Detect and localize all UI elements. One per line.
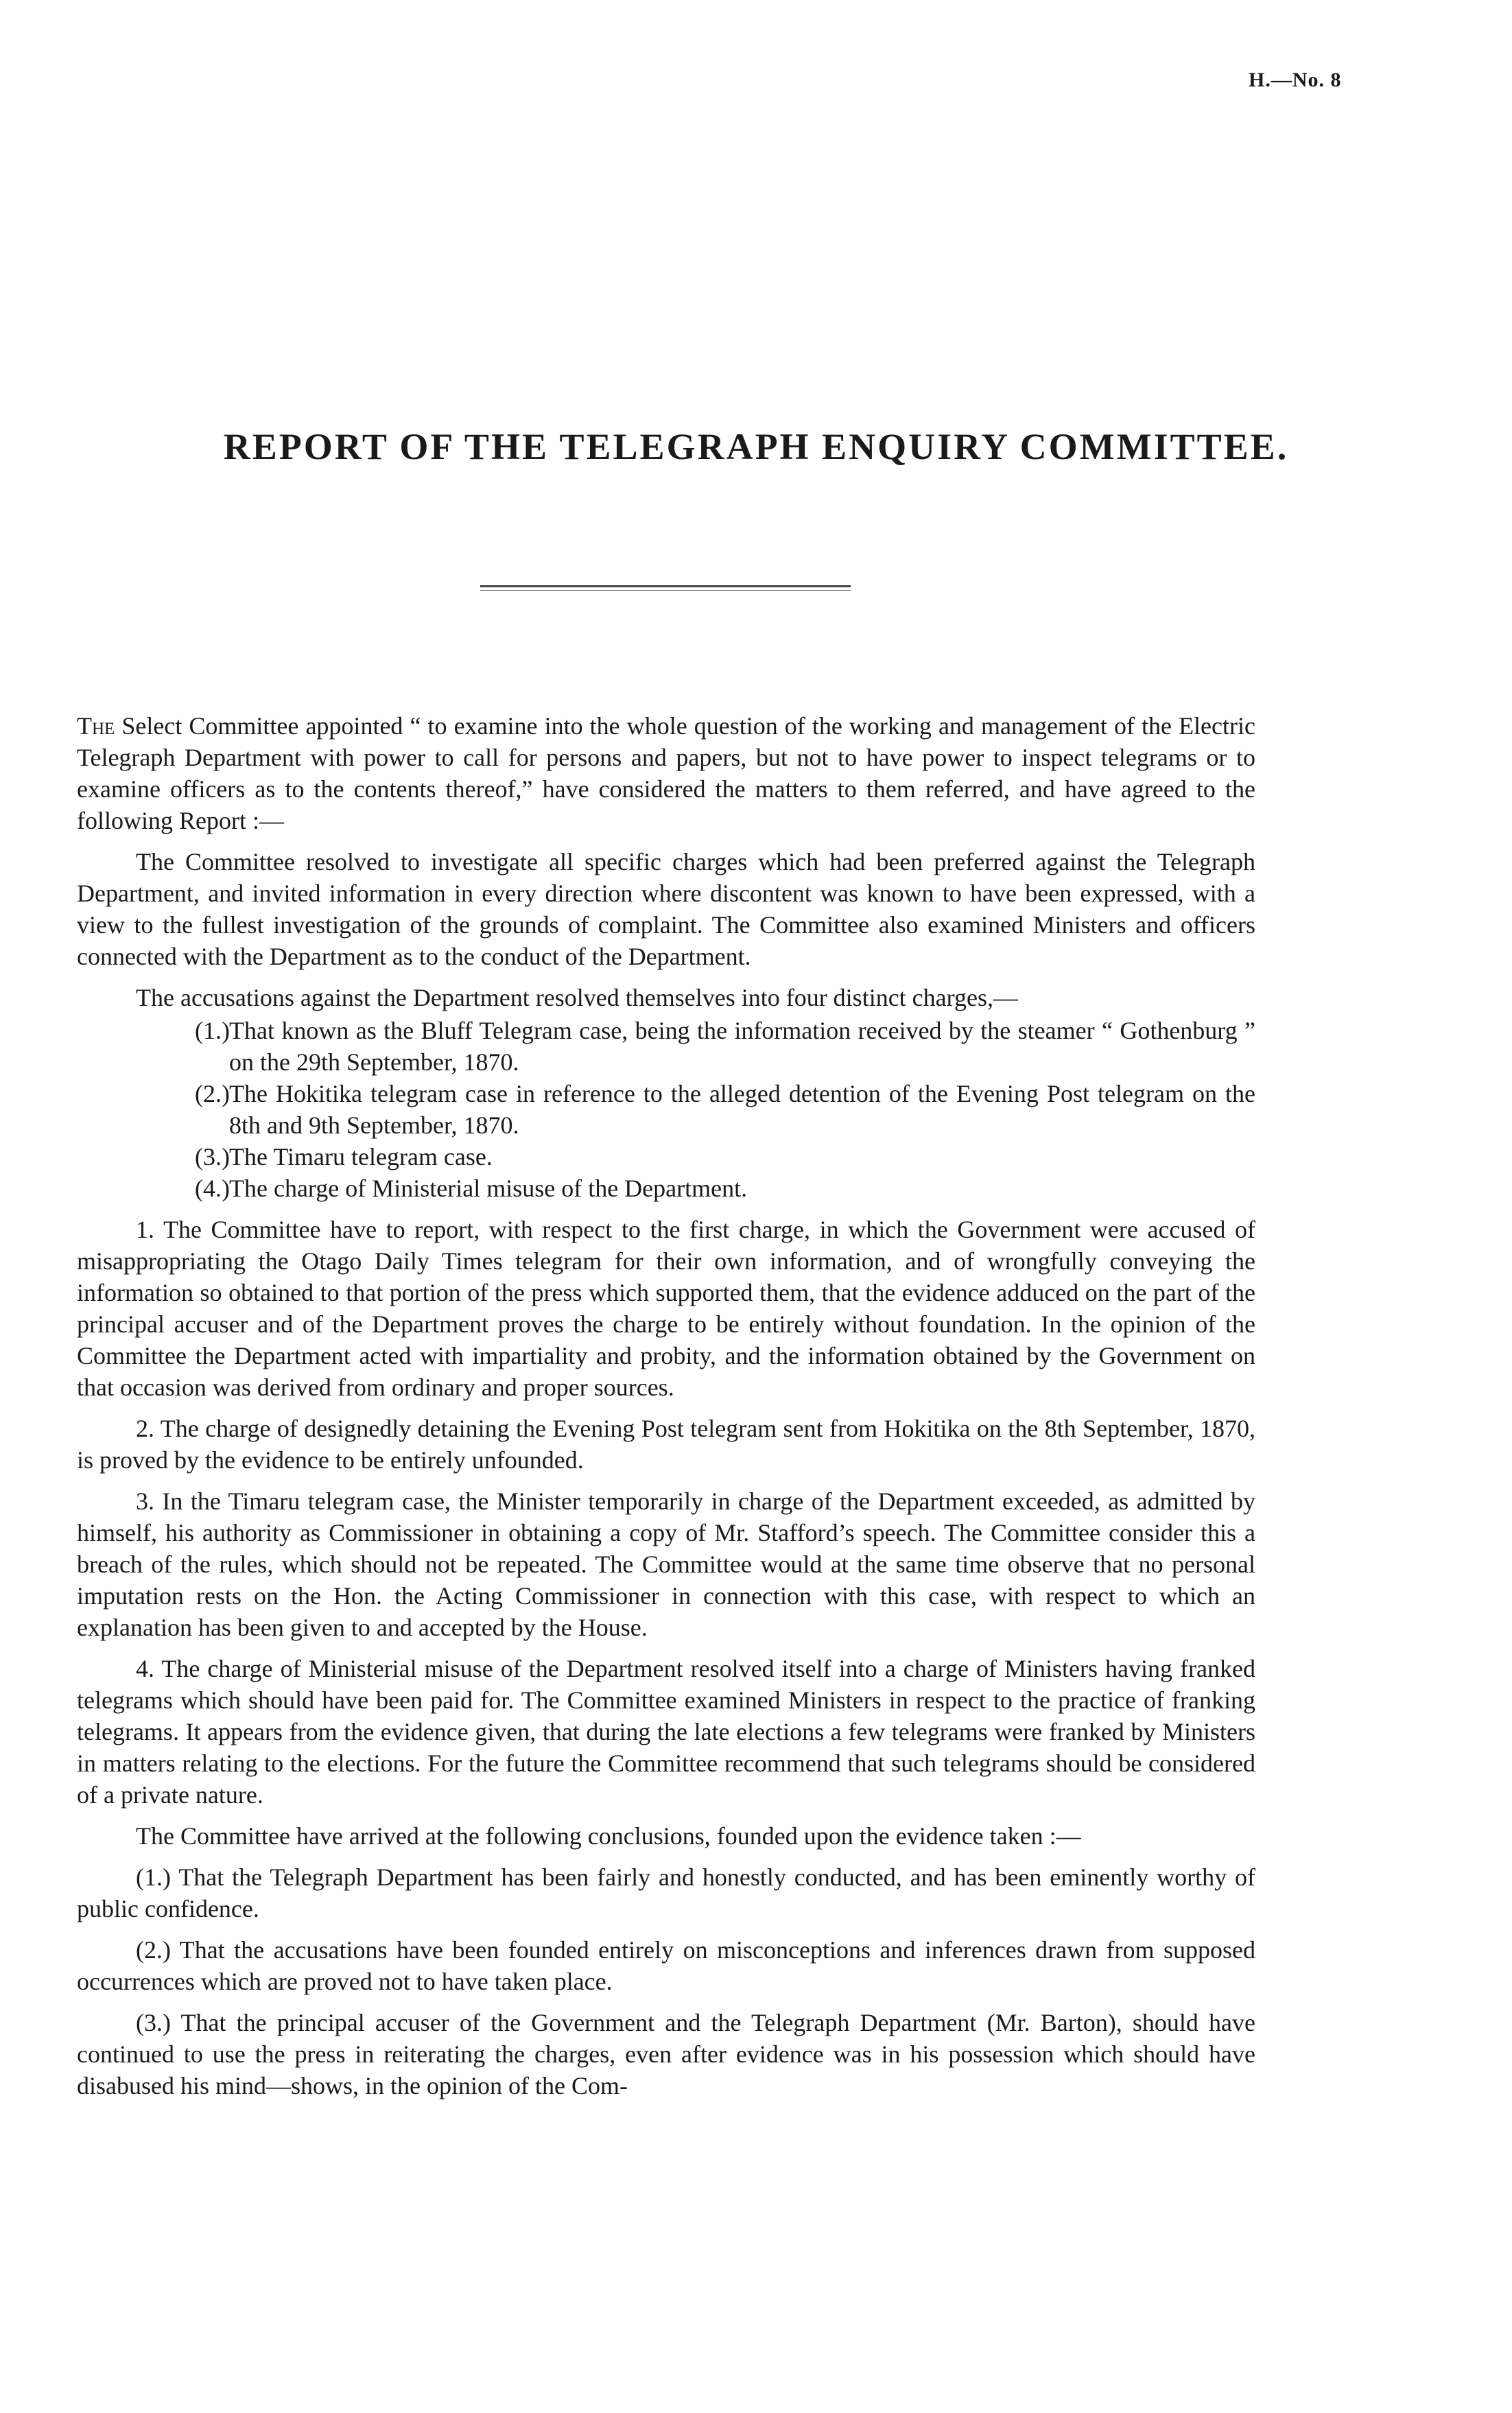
finding-paragraph-3: 3. In the Timaru telegram case, the Minister temporarily in charge of the Department exceeded, as admitted by himself, his authority as Commissioner in obtaining a copy of Mr. Stafford’s speech. The Committee consider this a breach of the rules, which should not be repeated. The Committee would at the same time observe that no personal imputation rests on the Hon. the Acting Commissioner in connection with this case, with respect to which an explanation has been given to and accepted by the House. bbox=[77, 1487, 1255, 1641]
list-item bbox=[77, 1141, 1255, 1173]
list-item bbox=[77, 1173, 1255, 1204]
paragraph-accusations: The accusations against the Department resolved themselves into four distinct charges,— bbox=[136, 984, 1018, 1011]
list-item bbox=[77, 1015, 1255, 1078]
conclusion-3: (3.) That the principal accuser of the Government and the Telegraph Department (Mr. Barton), should have continued to use the press in reiterating the charges, even after evidence was in his possession which should have disabused his mind—shows, in the opinion of the Com- bbox=[77, 2009, 1255, 2099]
conclusions-intro: The Committee have arrived at the following conclusions, founded upon the evidence taken :— bbox=[136, 1822, 1081, 1850]
finding-paragraph-2: 2. The charge of designedly detaining the Evening Post telegram sent from Hokitika on the 8th September, 1870, is proved by the evidence to be entirely unfounded. bbox=[77, 1415, 1255, 1474]
list-item-number: (2.) bbox=[195, 1080, 230, 1107]
conclusion-2: (2.) That the accusations have been founded entirely on misconceptions and inferences drawn from supposed occurrences which are proved not to have taken place. bbox=[77, 1936, 1255, 1995]
list-item-number: (1.) bbox=[195, 1017, 230, 1044]
paragraph-investigation: The Committee resolved to investigate all specific charges which had been preferred against the Telegraph Department, and invited information in every direction where discontent was known to have been expressed, with a view to the fullest investigation of the grounds of complaint. The Committee also examined Ministers and officers connected with the Department as to the conduct of the Department. bbox=[77, 848, 1255, 970]
charges-list bbox=[77, 1015, 1255, 1204]
list-item bbox=[77, 1078, 1255, 1141]
intro-paragraph bbox=[77, 710, 1255, 836]
list-item-text: The Hokitika telegram case in reference to the alleged detention of the Evening Post telegram on the 8th and 9th September, 1870. bbox=[229, 1080, 1255, 1139]
page-title: REPORT OF THE TELEGRAPH ENQUIRY COMMITTEE. bbox=[223, 426, 1289, 467]
list-item-text: The charge of Ministerial misuse of the Department. bbox=[229, 1175, 748, 1202]
finding-paragraph-1: 1. The Committee have to report, with respect to the first charge, in which the Government were accused of misappropriating the Otago Daily Times telegram for their own information, and of wrongfully conveying the information so obtained to that portion of the press which supported them, that the evidence adduced on the part of the principal accuser and of the Department proves the charge to be entirely without foundation. In the opinion of the Committee the Department acted with impartiality and probity, and the information obtained by the Government on that occasion was derived from ordinary and proper sources. bbox=[77, 1216, 1255, 1401]
list-item-text: The Timaru telegram case. bbox=[229, 1143, 493, 1170]
list-item-number: (3.) bbox=[195, 1143, 230, 1170]
title-divider bbox=[480, 585, 851, 591]
intro-text: Select Committee appointed “ to examine into the whole question of the working and management of the Electric Telegraph Department with power to call for persons and papers, but not to have power to inspect telegrams or to examine officers as to the contents thereof,” have considered the matters to them referred, and have agreed to the following Report :— bbox=[77, 712, 1255, 834]
conclusion-1: (1.) That the Telegraph Department has been fairly and honestly conducted, and has been eminently worthy of public confidence. bbox=[77, 1863, 1255, 1922]
report-body bbox=[77, 710, 1255, 2111]
finding-paragraph-4: 4. The charge of Ministerial misuse of the Department resolved itself into a charge of Ministers having franked telegrams which should have been paid for. The Committee examined Ministers in respect to the practice of franking telegrams. It appears from the evidence given, that during the late elections a few telegrams were franked by Ministers in matters relating to the elections. For the future the Committee recommend that such telegrams should be considered of a private nature. bbox=[77, 1655, 1255, 1809]
list-item-number: (4.) bbox=[195, 1175, 230, 1202]
document-reference: H.—No. 8 bbox=[1249, 69, 1342, 91]
intro-lead: The bbox=[77, 712, 115, 740]
list-item-text: That known as the Bluff Telegram case, being the information received by the steamer “ Gothenburg ” on the 29th September, 1870. bbox=[229, 1017, 1255, 1076]
